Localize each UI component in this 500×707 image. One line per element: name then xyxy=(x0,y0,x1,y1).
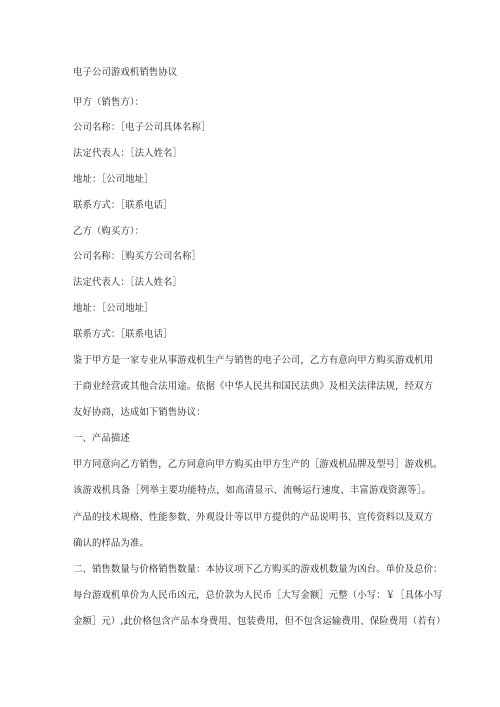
document-title: 电子公司游戏机销售协议 xyxy=(73,67,178,78)
party-a-heading: 甲方（销售方）： xyxy=(73,97,145,108)
section-1-heading: 一、产品描述 xyxy=(73,433,130,444)
party-a-contact: 联系方式：［联系电话］ xyxy=(73,200,173,211)
preamble-line: 友好协商，达成如下销售协议： xyxy=(73,407,206,418)
party-a-address: 地址：［公司地址］ xyxy=(73,174,154,185)
section-2-line: 每台游戏机单价为人民币凶元，总价款为人民币［大写金额］元整（小写：￥［具体小写 xyxy=(73,590,443,601)
party-a-legal-rep: 法定代表人：［法人姓名］ xyxy=(73,148,183,159)
preamble-line: 鉴于甲方是一家专业从事游戏机生产与销售的电子公司，乙方有意向甲方购买游戏机用 xyxy=(73,355,434,366)
party-b-address: 地址：［公司地址］ xyxy=(73,303,154,314)
party-b-legal-rep: 法定代表人：［法人姓名］ xyxy=(73,277,183,288)
party-b-heading: 乙方（购买方）： xyxy=(73,226,145,237)
section-1-line: 确认的样品为准。 xyxy=(73,538,149,549)
section-2-line: 二、销售数量与价格销售数量：本协议项下乙方购买的游戏机数量为凶台。单价及总价： xyxy=(73,564,443,575)
party-b-company: 公司名称：［购买方公司名称］ xyxy=(73,251,201,262)
party-b-contact: 联系方式：［联系电话］ xyxy=(73,329,173,340)
party-a-company: 公司名称：［电子公司具体名称］ xyxy=(73,122,211,133)
section-1-line: 甲方同意向乙方销售，乙方同意向甲方购买由甲方生产的［游戏机品牌及型号］游戏机。 xyxy=(73,459,443,470)
section-2-line: 金额］元）,此价格包含产品本身费用、包装费用，但不包含运输费用、保险费用（若有） xyxy=(73,616,446,627)
section-1-line: 产品的技术规格、性能参数、外观设计等以甲方提供的产品说明书、宣传资料以及双方 xyxy=(73,512,434,523)
section-1-line: 该游戏机具备［列举主要功能特点，如高清显示、流畅运行速度、丰富游戏资源等］。 xyxy=(73,485,431,496)
preamble-line: 于商业经营或其他合法用途。依据《中华人民共和国民法典》及相关法律法规，经双方 xyxy=(73,381,434,392)
